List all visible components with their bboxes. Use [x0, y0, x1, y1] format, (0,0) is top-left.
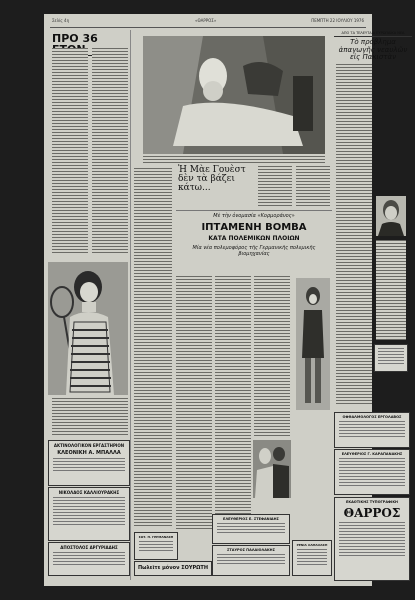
bomb-headline: ΙΠΤΑΜΕΝΗ ΒΟΜΒΑ	[201, 222, 307, 233]
article-text-col3	[134, 168, 172, 528]
issue-date: ΠΕΜΠΤΗ 22 ΙΟΥΛΙΟΥ 1976	[311, 18, 364, 23]
article-text-col7	[215, 276, 251, 531]
photo-caption-text	[52, 398, 128, 436]
ad-karapanakis	[334, 449, 410, 495]
ad-germanaki	[134, 532, 178, 560]
ad-ophthalmologist	[334, 412, 410, 448]
ad-tharros-printing	[334, 497, 410, 581]
tennis-woman-photo	[48, 262, 128, 395]
ad-lamalaki	[292, 540, 332, 576]
bomb-kicker: Μὲ τὴν ὀνομασία «Κορμοράνος»	[213, 213, 295, 219]
column-divider	[130, 30, 131, 580]
ad-germanaki-title: ΣΩΤ. Π. ΓΕΡΜΑΝΑΚΗ	[138, 535, 174, 539]
section-heading: ΠΡΟ 36	[52, 33, 128, 56]
page-number: Σελίς 4η	[52, 18, 70, 23]
ad-stefanidis	[212, 514, 290, 544]
article-text-col10	[376, 240, 406, 340]
ad-lamalaki-title: ΡΕΝΙΑ ΛΑΜΑΛΑΚΗ	[296, 543, 328, 547]
ad-argyriadis	[48, 542, 130, 576]
bomb-headline-block	[176, 213, 332, 273]
right-headline-block	[334, 31, 412, 62]
article-text-col9	[336, 64, 372, 404]
ad-printing-name: ΘΑΡΡΟΣ	[343, 506, 401, 520]
bomb-deck: Μία νέα πολεμοφόρος τῆς Γερμανικῆς πολεμικῆς βιομηχανίας	[192, 245, 316, 257]
ad-kalliourakis-title: ΝΙΚΟΛΑΟΣ ΚΑΛΛΙΟΥΡΑΚΗΣ	[58, 490, 120, 495]
section-rule	[176, 210, 332, 211]
mae-west-photo	[143, 36, 325, 154]
article-text-col5	[296, 166, 330, 206]
ad-sourotis-text: Πωλεῖτε μόνον ΣΟΥΡΩΤΗ	[137, 565, 209, 571]
ad-palaiolakis-title: ΣΤΑΥΡΟΣ ΠΑΛΑΙΟΛΑΚΗΣ	[227, 548, 275, 552]
ad-sourotis	[134, 561, 212, 576]
couple-photo	[253, 440, 291, 498]
ad-radiology-name: ΚΛΕΟΝΙΚΗ Α. ΜΠΑΛΛΑ	[57, 450, 121, 456]
photo-caption-mae-west	[143, 156, 325, 164]
right-headline: Τὸ πρόβλημα ἀπαγωγῆς νεαυλῶν εἰς Πακιστὰν	[338, 38, 408, 62]
article-text-col2	[92, 48, 128, 253]
right-kicker: ΑΠΟ ΤΑ ΤΕΛΕΥΤΑΙΑ ΕΥΡΩΠΑΪΚΑ ΝΕΑ	[334, 31, 412, 37]
ad-radiology	[48, 440, 130, 486]
ad-palaiolakis	[212, 545, 290, 576]
ad-ophthalmologist-title: ΟΦΘΑΛΜΟΛΟΓΟΣ ΕΡΓΟΛΑΒΟΣ	[342, 415, 402, 419]
ad-karapanakis-title: ΕΛΕΥΘΕΡΙΟΣ Γ. ΚΑΡΑΠΑΝΑΚΗΣ	[341, 452, 403, 456]
article-text-col6	[176, 276, 212, 531]
paper-name: «ΘΑΡΡΟΣ»	[195, 18, 217, 23]
article-text-col8	[254, 276, 290, 436]
ad-printing-title: ΕΚΔΟΤΙΚΗΣ ΤΥΠΟΓΡΑΦΙΚΗ	[346, 500, 398, 504]
ad-kalliourakis	[48, 487, 130, 541]
article-text-col4	[258, 166, 292, 206]
page-header	[50, 18, 366, 26]
mae-west-headline: Ἡ Μὰε Γουὲστ δὲν τὰ βάζει κάτω...	[178, 165, 246, 193]
ad-argyriadis-title: ΑΠΟΣΤΟΛΟΣ ΑΡΓΥΡΙΑΔΗΣ	[60, 545, 118, 550]
man-portrait-photo	[376, 196, 406, 236]
header-rule	[50, 27, 366, 28]
ad-small-right	[374, 344, 408, 372]
woman-standing-photo	[296, 278, 330, 410]
ad-stefanidis-title: ΕΛΕΥΘΕΡΙΟΣ Ε. ΣΤΕΦΑΝΙΔΗΣ	[223, 517, 279, 521]
bomb-subheadline: ΚΑΤΑ ΠΟΛΕΜΙΚΩΝ ΠΛΟΙΩΝ	[208, 235, 300, 242]
article-text-col1	[52, 48, 88, 253]
ad-radiology-title: ΑΚΤΙΝΟΛΟΓΙΚΟΝ ΕΡΓΑΣΤΗΡΙΟΝ	[53, 443, 125, 448]
